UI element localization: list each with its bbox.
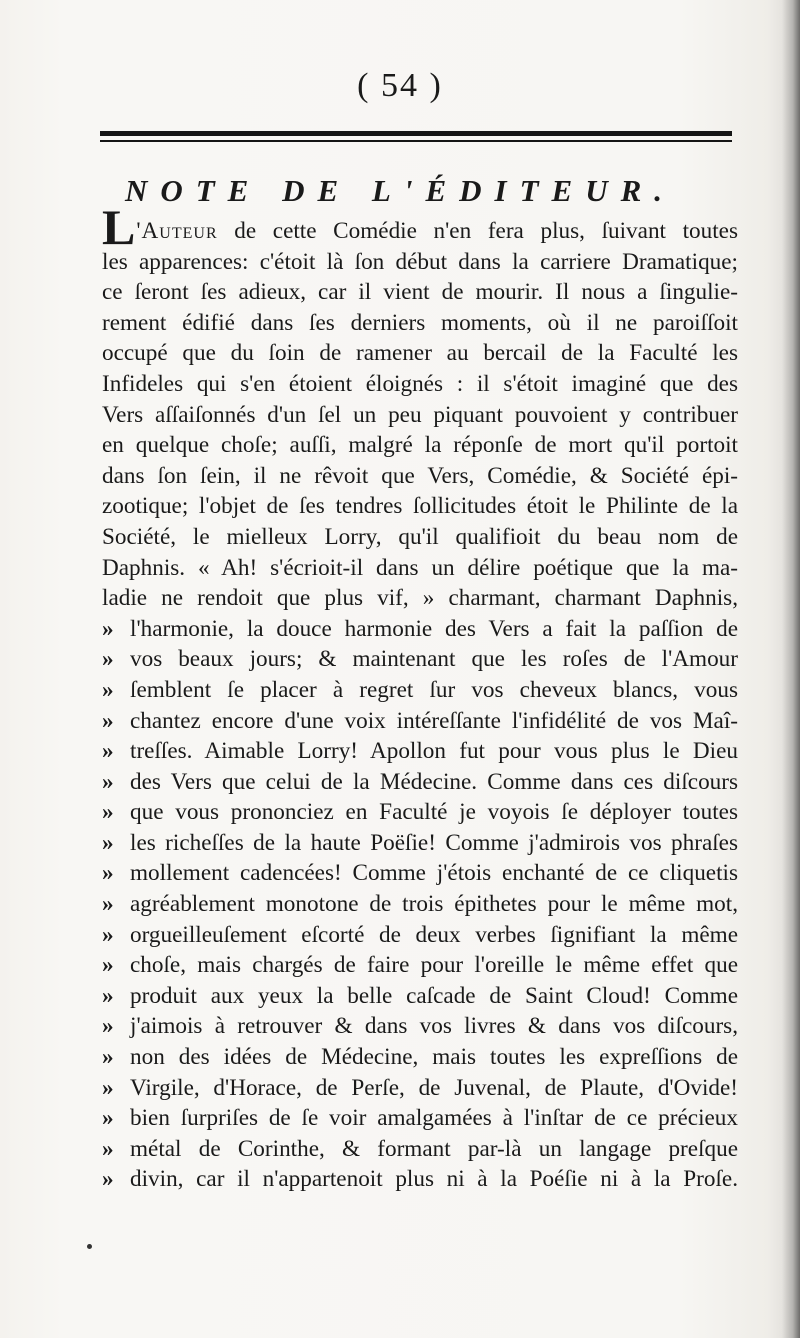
- quote-mark: »: [102, 982, 114, 1009]
- quote-line: [102, 1073, 738, 1104]
- text-line: ce ſeront ſes adieux, car il vient de mourir. Il nous a ſingulie-: [102, 279, 738, 306]
- quote-line: [102, 706, 738, 737]
- quote-line: [102, 1103, 738, 1134]
- header-rule-thin: [100, 140, 732, 142]
- quote-line: [102, 675, 738, 706]
- quote-line: [102, 828, 738, 859]
- quote-text: vos beaux jours; & maintenant que les roſes de l'Amour: [130, 646, 738, 673]
- text-line: Vers aſſaiſonnés d'un ſel un peu piquant pouvoient y contribuer: [102, 401, 738, 428]
- quote-mark: »: [102, 891, 114, 918]
- quote-mark: »: [102, 921, 114, 948]
- quote-text: l'harmonie, la douce harmonie des Vers a fait la paſſion de: [130, 615, 738, 642]
- quote-text: mollement cadencées! Comme j'étois enchanté de ce cliquetis: [130, 860, 738, 887]
- quote-mark: »: [102, 1105, 114, 1132]
- quote-text: chantez encore d'une voix intéreſſante l'infidélité de vos Maî-: [130, 707, 738, 734]
- margin-ink-dot: [87, 1244, 92, 1249]
- quote-text: treſſes. Aimable Lorry! Apollon fut pour vous plus le Dieu: [130, 738, 738, 765]
- quote-mark: »: [102, 799, 114, 826]
- quote-mark: »: [102, 1074, 114, 1101]
- quote-text: les richeſſes de la haute Poëſie! Comme j'admirois vos phraſes: [130, 829, 738, 856]
- quote-mark: »: [102, 860, 114, 887]
- text-line: dans ſon ſein, il ne rêvoit que Vers, Comédie, & Société épi-: [102, 462, 738, 489]
- quote-text: que vous prononciez en Faculté je voyois ſe déployer toutes: [130, 799, 738, 826]
- quote-line: [102, 767, 738, 798]
- quote-mark: »: [102, 952, 114, 979]
- quote-line: [102, 644, 738, 675]
- quote-line: [102, 797, 738, 828]
- text-line: Société, le mielleux Lorry, qu'il qualifioit du beau nom de: [102, 523, 738, 550]
- text-line: rement édifié dans ſes derniers moments, où il ne paroiſſoit: [102, 309, 738, 336]
- quote-mark: »: [102, 829, 114, 856]
- section-heading: NOTE DE L'ÉDITEUR.: [124, 173, 676, 208]
- quote-line: [102, 736, 738, 767]
- body-text: [102, 199, 738, 1195]
- quote-text: choſe, mais chargés de faire pour l'oreille le même effet que: [130, 952, 738, 979]
- quote-line: [102, 950, 738, 981]
- drop-cap: L: [102, 199, 136, 255]
- quote-mark: »: [102, 1166, 114, 1193]
- first-word: 'Auteur: [136, 218, 218, 244]
- quote-mark: »: [102, 768, 114, 795]
- quote-text: produit aux yeux la belle caſcade de Saint Cloud! Comme: [130, 982, 738, 1009]
- quote-mark: »: [102, 1135, 114, 1162]
- text-line: occupé que du ſoin de ramener au bercail de la Faculté les: [102, 340, 738, 367]
- quote-text: divin, car il n'appartenoit plus ni à la Poéſie ni à la Proſe.: [130, 1166, 738, 1193]
- quote-line: [102, 1011, 738, 1042]
- quote-text: des Vers que celui de la Médecine. Comme dans ces diſcours: [130, 768, 738, 795]
- text-line: les apparences: c'étoit là ſon début dans la carriere Dramatique;: [102, 248, 738, 275]
- quote-line: [102, 889, 738, 920]
- text-line: de cette Comédie n'en fera plus, ſuivant toutes: [217, 218, 738, 244]
- text-line: Daphnis. « Ah! s'écrioit-il dans un délire poétique que la ma-: [102, 554, 738, 581]
- quote-text: j'aimois à retrouver & dans vos livres & dans vos diſcours,: [130, 1013, 738, 1040]
- quote-text: ſemblent ſe placer à regret ſur vos cheveux blancs, vous: [130, 676, 738, 703]
- quote-mark: »: [102, 676, 114, 703]
- text-line: en quelque choſe; auſſi, malgré la réponſe de mort qu'il portoit: [102, 432, 738, 459]
- quote-text: métal de Corinthe, & formant par-là un langage preſque: [130, 1135, 738, 1162]
- quote-line: [102, 1134, 738, 1165]
- quote-mark: »: [102, 646, 114, 673]
- text-line: Infideles qui s'en étoient éloignés : il s'étoit imaginé que des: [102, 370, 738, 397]
- quote-mark: »: [102, 1013, 114, 1040]
- quote-line: [102, 858, 738, 889]
- text-line: zootique; l'objet de ſes tendres ſollicitudes étoit le Philinte de la: [102, 493, 738, 520]
- text-line: ladie ne rendoit que plus vif, » charmant, charmant Daphnis,: [102, 585, 738, 612]
- page-number: ( 54 ): [357, 67, 443, 104]
- quote-text: bien ſurpriſes de ſe voir amalgamées à l'inſtar de ce précieux: [130, 1105, 738, 1132]
- quote-text: agréablement monotone de trois épithetes pour le même mot,: [130, 891, 738, 918]
- quote-line: [102, 1164, 738, 1195]
- quote-text: non des idées de Médecine, mais toutes les expreſſions de: [130, 1044, 738, 1071]
- quote-text: Virgile, d'Horace, de Perſe, de Juvenal, de Plaute, d'Ovide!: [130, 1074, 738, 1101]
- quote-line: [102, 920, 738, 951]
- quote-mark: »: [102, 615, 114, 642]
- first-line: [102, 199, 738, 255]
- quote-mark: »: [102, 707, 114, 734]
- quote-line: [102, 1042, 738, 1073]
- header-rule-thick: [100, 131, 732, 136]
- quote-mark: »: [102, 1044, 114, 1071]
- quote-mark: »: [102, 738, 114, 765]
- quote-line: [102, 614, 738, 645]
- quote-line: [102, 981, 738, 1012]
- quote-text: orgueilleuſement eſcorté de deux verbes ſignifiant la même: [130, 921, 738, 948]
